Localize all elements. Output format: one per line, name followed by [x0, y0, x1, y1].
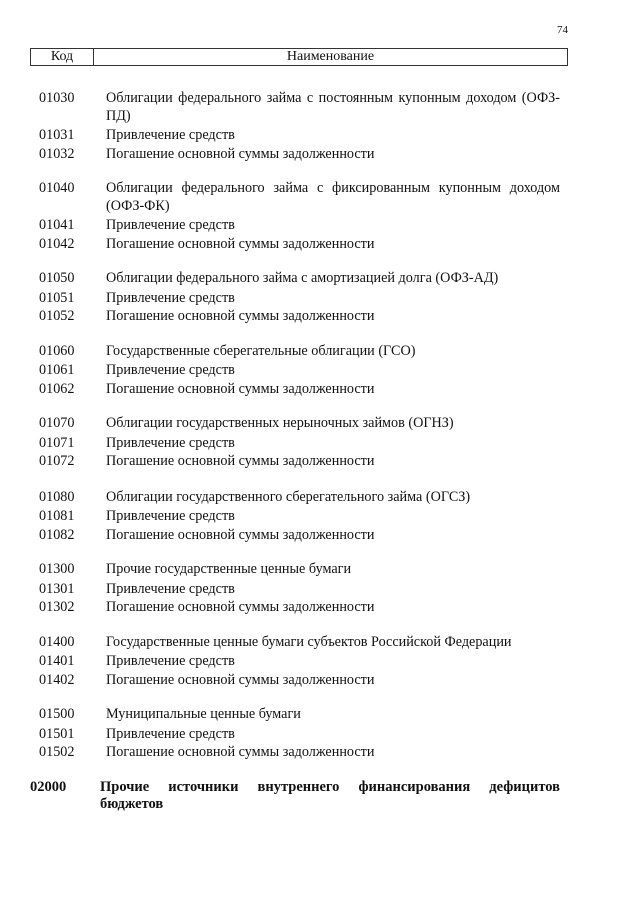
- table-row: [30, 415, 560, 433]
- row-code: 01040: [39, 180, 75, 196]
- row-name: Облигации государственного сберегательного займа (ОГСЗ): [106, 488, 471, 505]
- row-name: Погашение основной суммы задолженности: [106, 145, 375, 162]
- table-row: [30, 217, 560, 235]
- row-code: 01402: [39, 671, 75, 688]
- table-row: [30, 435, 560, 453]
- row-name: Погашение основной суммы задолженности: [106, 235, 375, 252]
- group-01500: [30, 706, 560, 762]
- table-row: [30, 127, 560, 145]
- row-name: Государственные ценные бумаги субъектов Российской Федерации: [106, 633, 512, 650]
- row-code: 01041: [39, 217, 75, 233]
- group-01060: [30, 343, 560, 399]
- row-name: Привлечение средств: [106, 127, 235, 143]
- row-name: Привлечение средств: [106, 434, 235, 451]
- row-code: 01061: [39, 362, 75, 378]
- row-name: Погашение основной суммы задолженности: [106, 599, 375, 615]
- table-row: [30, 453, 560, 471]
- row-name: Погашение основной суммы задолженности: [106, 526, 375, 543]
- table-row: [30, 653, 560, 671]
- group-01070: [30, 415, 560, 471]
- table-row: [30, 634, 560, 652]
- row-code: 01082: [39, 526, 75, 543]
- row-code: 01080: [39, 488, 75, 505]
- row-code: 01060: [39, 342, 75, 359]
- table-row: [30, 561, 560, 579]
- row-code: 01032: [39, 145, 75, 162]
- row-name: Погашение основной суммы задолженности: [106, 453, 375, 469]
- row-name: Прочие источники внутреннего финансирования дефицитов бюджетов: [100, 778, 560, 812]
- row-name: Привлечение средств: [106, 580, 235, 597]
- table-row: [30, 180, 560, 215]
- row-code: 01071: [39, 434, 75, 451]
- row-code: 01042: [39, 235, 75, 252]
- row-name: Привлечение средств: [106, 725, 235, 742]
- row-name: Облигации федерального займа с фиксированным купонным доходом (ОФЗ-ФК): [106, 180, 560, 214]
- table-row: [30, 581, 560, 599]
- row-code: 01062: [39, 380, 75, 397]
- group-01050: [30, 270, 560, 326]
- table-row: [30, 744, 560, 762]
- header-code: Код: [31, 49, 94, 65]
- table-row: [30, 236, 560, 254]
- row-code: 01051: [39, 289, 75, 306]
- row-name: Облигации федерального займа с постоянным купонным доходом (ОФЗ-ПД): [106, 90, 560, 124]
- page-number: 74: [557, 24, 568, 36]
- row-name: Погашение основной суммы задолженности: [106, 380, 375, 397]
- table-row: [30, 343, 560, 361]
- table-row: [30, 362, 560, 380]
- row-code: 01300: [39, 561, 75, 577]
- row-code: 01050: [39, 270, 75, 286]
- table-row: [30, 270, 560, 288]
- row-name: Муниципальные ценные бумаги: [106, 706, 301, 722]
- row-code: 01500: [39, 706, 75, 722]
- row-name: Привлечение средств: [106, 217, 235, 233]
- table-row: [30, 599, 560, 617]
- row-name: Государственные сберегательные облигации (ГСО): [106, 342, 416, 359]
- table-row: [30, 489, 560, 507]
- group-01080: [30, 489, 560, 545]
- row-code: 01030: [39, 90, 75, 106]
- row-name: Облигации федерального займа с амортизацией долга (ОФЗ-АД): [106, 270, 499, 286]
- header-name: Наименование: [286, 49, 375, 64]
- row-name: Привлечение средств: [106, 508, 235, 524]
- row-code: 01081: [39, 508, 75, 524]
- table-row: [30, 508, 560, 526]
- row-code: 01400: [39, 633, 75, 650]
- row-code: 01302: [39, 599, 75, 615]
- row-code: 01501: [39, 725, 75, 742]
- table-row: [30, 706, 560, 724]
- row-code: 01502: [39, 744, 75, 760]
- row-name: Привлечение средств: [106, 289, 235, 306]
- row-code: 01301: [39, 580, 75, 597]
- table-row: [30, 290, 560, 308]
- table-row: [30, 90, 560, 125]
- row-name: Облигации государственных нерыночных займов (ОГНЗ): [106, 415, 454, 431]
- code-list: [30, 90, 560, 814]
- section-row-02000: [30, 779, 560, 814]
- row-name: Привлечение средств: [106, 653, 235, 669]
- row-name: Погашение основной суммы задолженности: [106, 308, 375, 324]
- table-row: [30, 308, 560, 326]
- row-code: 01070: [39, 415, 75, 431]
- row-code: 02000: [30, 778, 67, 795]
- group-01040: [30, 180, 560, 253]
- group-01030: [30, 90, 560, 163]
- group-01300: [30, 561, 560, 617]
- table-row: [30, 726, 560, 744]
- table-row: [30, 527, 560, 545]
- group-01400: [30, 634, 560, 690]
- table-header: [30, 48, 568, 66]
- row-code: 01401: [39, 653, 75, 669]
- table-row: [30, 381, 560, 399]
- row-code: 01052: [39, 308, 75, 324]
- table-row: [30, 146, 560, 164]
- row-name: Погашение основной суммы задолженности: [106, 744, 375, 760]
- row-code: 01072: [39, 453, 75, 469]
- row-name: Погашение основной суммы задолженности: [106, 671, 375, 688]
- row-code: 01031: [39, 127, 75, 143]
- row-name: Привлечение средств: [106, 362, 235, 378]
- table-row: [30, 672, 560, 690]
- row-name: Прочие государственные ценные бумаги: [106, 561, 352, 577]
